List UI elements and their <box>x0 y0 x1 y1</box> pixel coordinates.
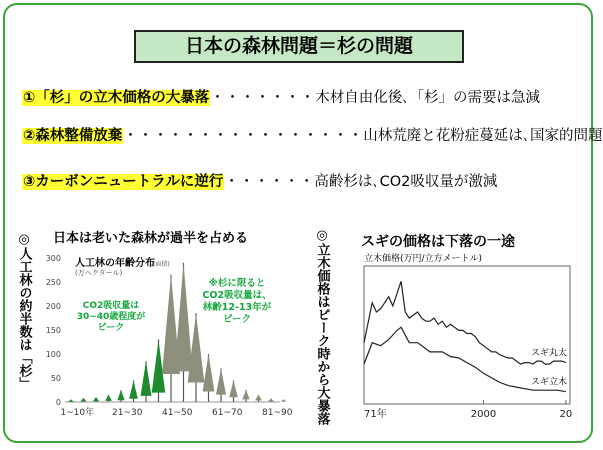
age-chart-unit: (万ヘクタール) <box>75 269 123 277</box>
age-tree-bar <box>129 380 138 402</box>
age-y-tick-label: 250 <box>45 278 61 287</box>
age-x-tick-label: 21~30 <box>112 408 143 418</box>
sugi-co2-note: ※杉に限ると CO2吸収量は、林齢12-13年がピーク <box>202 278 272 325</box>
age-y-tick-label: 0 <box>55 398 61 407</box>
price-y-label: 立木価格(万円/立方メートル) <box>364 254 483 264</box>
issue-1 <box>22 87 540 109</box>
age-y-axis <box>46 254 61 407</box>
price-chart <box>330 224 584 424</box>
age-y-tick-label: 50 <box>50 374 61 383</box>
price-x-tick-label: 20 <box>559 409 573 420</box>
co2-peak-note: CO2吸収量は 30~40歳程度がピーク <box>76 301 146 333</box>
age-y-tick-label: 200 <box>45 302 61 311</box>
price-x-axis <box>364 400 572 420</box>
age-x-tick-label: 41~50 <box>162 408 193 418</box>
age-y-tick-label: 300 <box>45 254 61 263</box>
price-x-tick-label: 71年 <box>364 409 387 420</box>
age-x-axis <box>60 402 292 418</box>
age-tree-bar <box>268 399 274 402</box>
issue-2-leader: ・・・・・・・・・・・・・・・・ <box>123 128 364 144</box>
issue-1-leader: ・・・・・・・ <box>210 90 316 106</box>
issue-3-detail: 高齢杉は､CO2吸収量が激減 <box>314 174 498 190</box>
issue-3 <box>22 171 497 193</box>
age-tree-bar <box>203 354 215 402</box>
age-tree-bar <box>117 390 124 402</box>
issue-2-detail: 山林荒廃と花粉症蔓延は､国家的問題 <box>363 128 603 144</box>
age-x-tick-label: 1~10年 <box>60 408 95 418</box>
issue-3-leader: ・・・・・・ <box>224 174 315 190</box>
age-tree-bar <box>105 395 112 402</box>
right-side-caption: ◎立木価格はピーク時から大暴落 <box>314 228 330 425</box>
age-x-tick-label: 81~90 <box>262 408 293 418</box>
age-tree-bar <box>80 398 86 402</box>
age-y-tick-label: 100 <box>45 350 61 359</box>
age-distribution-chart <box>35 224 293 424</box>
age-tree-bar <box>229 380 238 402</box>
price-series-label: スギ立木 <box>530 377 567 388</box>
age-chart-title: 人工林の年齢分布 <box>75 258 155 269</box>
price-series-label: スギ丸太 <box>530 348 567 359</box>
issue-1-label: ①「杉」の立木価格の大暴落 <box>23 90 210 106</box>
age-tree-bar <box>216 368 226 402</box>
issue-3-label: ③カーボンニュートラルに逆行 <box>23 174 224 190</box>
age-tree-bar <box>141 361 152 402</box>
age-x-tick-label: 61~70 <box>212 408 243 418</box>
right-headline: スギの価格は下落の一途 <box>361 234 515 250</box>
issue-2 <box>22 125 603 147</box>
age-tree-bar <box>93 397 100 402</box>
price-lines <box>364 281 566 391</box>
page-title: 日本の森林問題＝杉の問題 <box>134 30 464 63</box>
age-tree-bar <box>255 395 262 402</box>
issue-1-detail: 木材自由化後､「杉」の需要は急減 <box>315 90 541 106</box>
age-chart-title-note: (面積) <box>153 261 170 268</box>
issue-2-label: ②森林整備放棄 <box>23 128 123 144</box>
price-x-tick-label: 2000 <box>470 409 497 420</box>
price-series-labels <box>531 347 567 388</box>
left-side-caption: ◎人工林の約半数は「杉」 <box>16 232 32 390</box>
left-headline: 日本は老いた森林が過半を占める <box>53 231 249 246</box>
age-y-tick-label: 150 <box>45 326 61 335</box>
age-tree-bar <box>242 390 249 402</box>
